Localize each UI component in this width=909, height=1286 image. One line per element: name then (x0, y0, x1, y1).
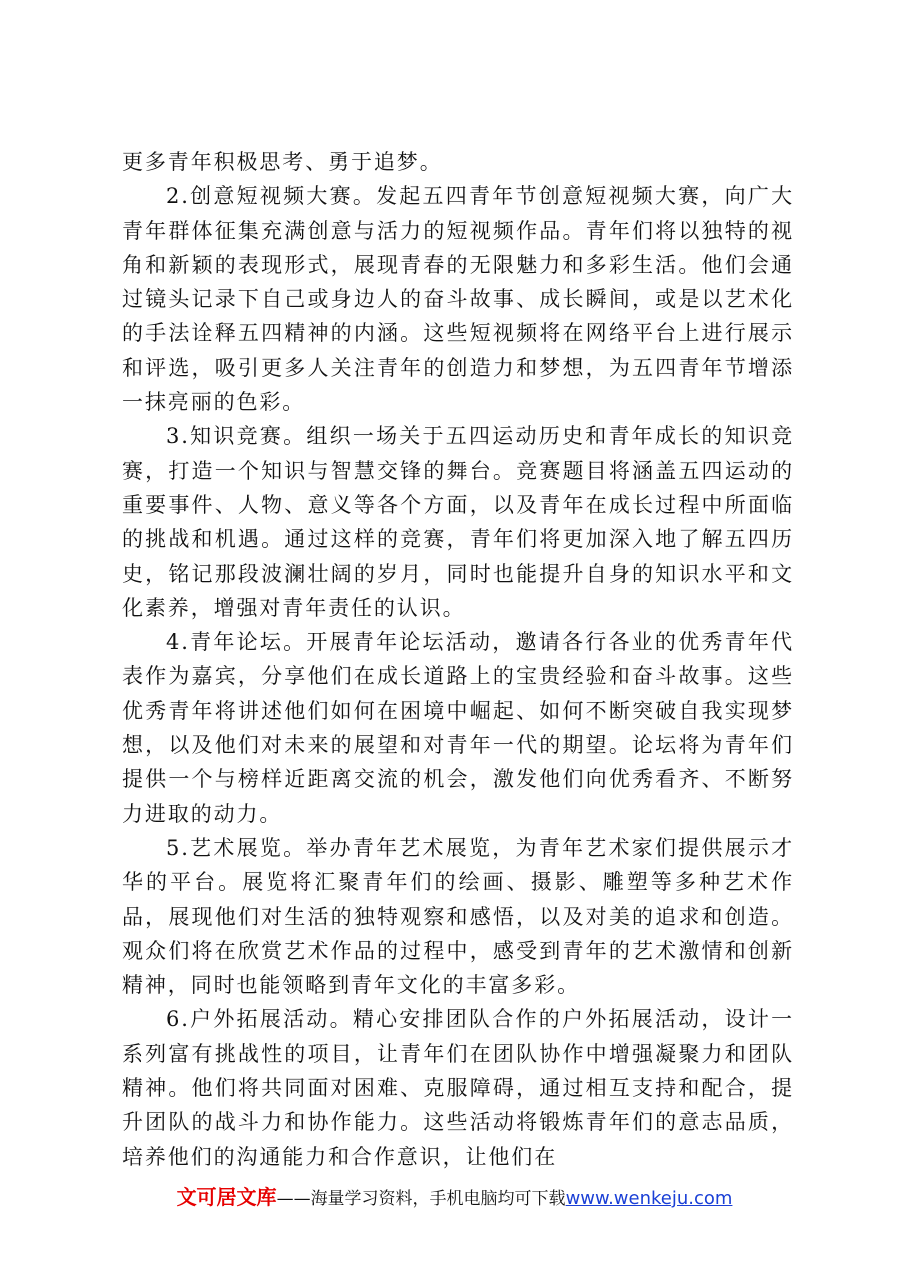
document-body (122, 145, 794, 1174)
footer-brand: 文可居文库 (176, 1185, 277, 1209)
footer-site-link[interactable]: www.wenkeju.com (565, 1188, 733, 1209)
paragraph-short-video-contest: 2.创意短视频大赛。发起五四青年节创意短视频大赛，向广大青年群体征集充满创意与活力的短视频作品。青年们将以独特的视角和新颖的表现形式，展现青春的无限魅力和多彩生活。他们会通过镜头记录下自己或身边人的奋斗故事、成长瞬间，或是以艺术化的手法诠释五四精神的内涵。这些短视频将在网络平台上进行展示和评选，吸引更多人关注青年的创造力和梦想，为五四青年节增添一抹亮丽的色彩。 (122, 184, 794, 415)
paragraph-outdoor-activity: 6.户外拓展活动。精心安排团队合作的户外拓展活动，设计一系列富有挑战性的项目，让青年们在团队协作中增强凝聚力和团队精神。他们将共同面对困难、克服障碍，通过相互支持和配合，提升团队的战斗力和协作能力。这些活动将锻炼青年们的意志品质，培养他们的沟通能力和合作意识，让他们在 (122, 1007, 794, 1169)
page-footer (0, 1181, 909, 1210)
paragraph-knowledge-contest: 3.知识竞赛。组织一场关于五四运动历史和青年成长的知识竞赛，打造一个知识与智慧交锋的舞台。竞赛题目将涵盖五四运动的重要事件、人物、意义等各个方面，以及青年在成长过程中所面临的挑战和机遇。通过这样的竞赛，青年们将更加深入地了解五四历史，铭记那段波澜壮阔的岁月，同时也能提升自身的知识水平和文化素养，增强对青年责任的认识。 (122, 424, 794, 620)
paragraph-continuation: 更多青年积极思考、勇于追梦。 (122, 150, 443, 174)
footer-slogan: ——海量学习资料，手机电脑均可下载 (276, 1189, 566, 1209)
paragraph-youth-forum: 4.青年论坛。开展青年论坛活动，邀请各行各业的优秀青年代表作为嘉宾，分享他们在成长道路上的宝贵经验和奋斗故事。这些优秀青年将讲述他们如何在困境中崛起、如何不断突破自我实现梦想，以及他们对未来的展望和对青年一代的期望。论坛将为青年们提供一个与榜样近距离交流的机会，激发他们向优秀看齐、不断努力进取的动力。 (122, 630, 794, 826)
paragraph-art-exhibition: 5.艺术展览。举办青年艺术展览，为青年艺术家们提供展示才华的平台。展览将汇聚青年们的绘画、摄影、雕塑等多种艺术作品，展现他们对生活的独特观察和感悟，以及对美的追求和创造。观众们将在欣赏艺术作品的过程中，感受到青年的艺术激情和创新精神，同时也能领略到青年文化的丰富多彩。 (122, 835, 794, 998)
